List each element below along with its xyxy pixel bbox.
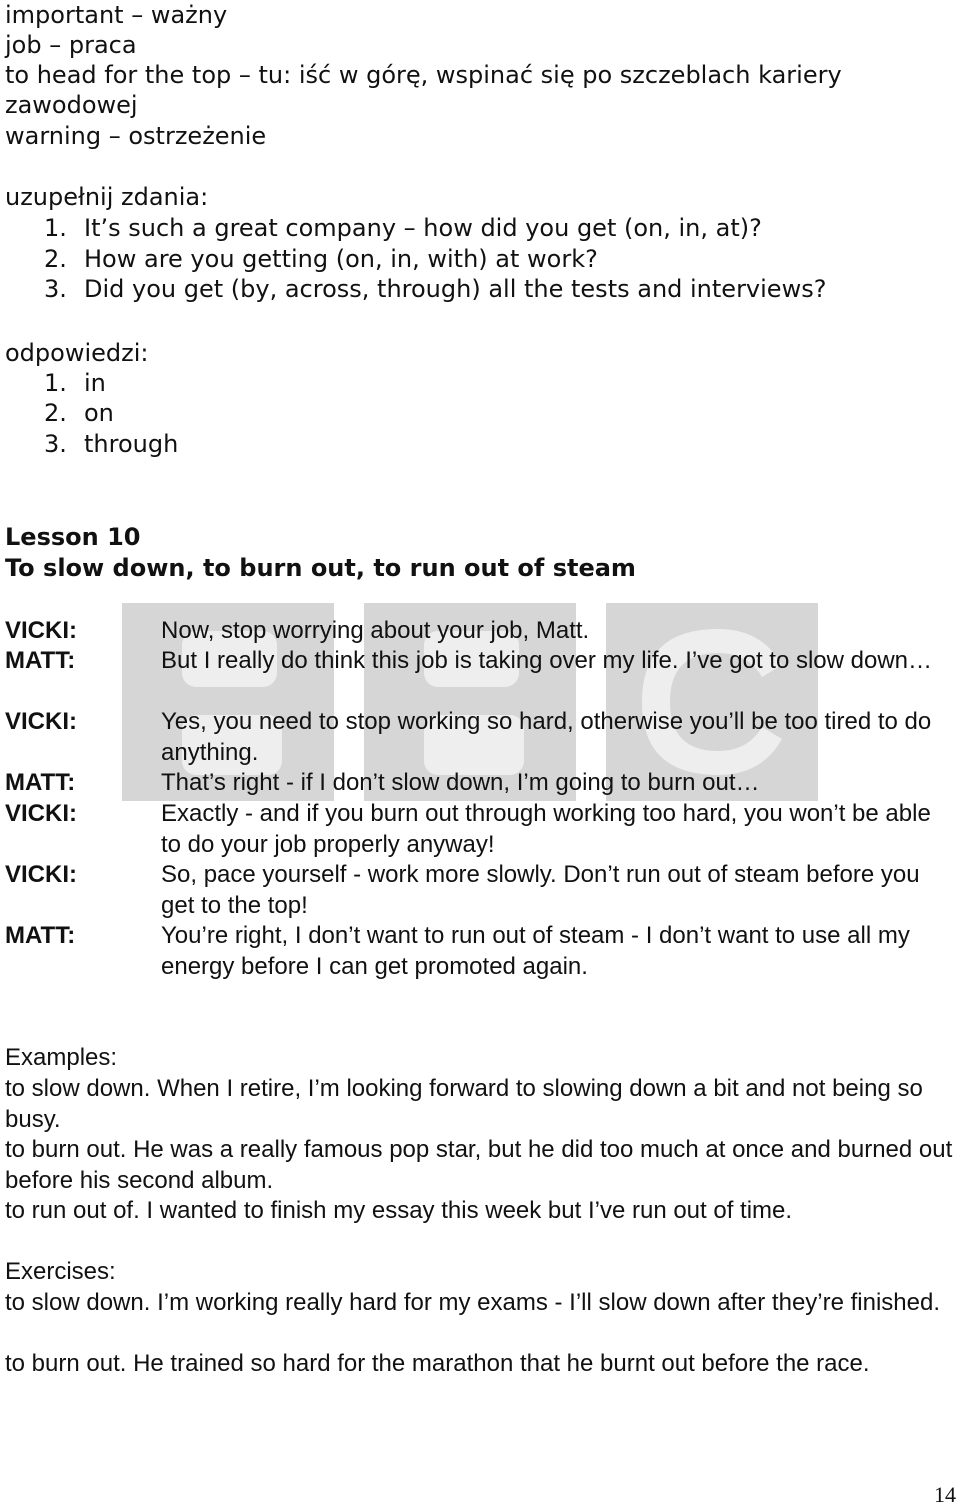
dialogue-speaker: VICKI: (5, 617, 77, 644)
page-number: 14 (934, 1482, 956, 1507)
examples-heading: Examples: (5, 1044, 118, 1071)
lesson-number: Lesson 10 (5, 523, 141, 551)
dialogue-line: So, pace yourself - work more slowly. Don’t run out of steam before you get to the top! (161, 861, 920, 919)
dialogue-line: Now, stop worrying about your job, Matt. (161, 617, 590, 644)
vocab-line: job – praca (5, 31, 137, 59)
dialogue-line: That’s right - if I don’t slow down, I’m going to burn out… (161, 769, 760, 796)
dialogue-speaker: VICKI: (5, 800, 77, 827)
item-number: 1. (44, 214, 67, 242)
item-number: 1. (44, 369, 67, 397)
answers-heading: odpowiedzi: (5, 339, 149, 367)
exercise-item: to burn out. He trained so hard for the marathon that he burnt out before the race. (5, 1350, 870, 1377)
item-text: on (84, 399, 114, 427)
dialogue-line: Yes, you need to stop working so hard, otherwise you’ll be too tired to do anything. (161, 708, 932, 766)
item-text: It’s such a great company – how did you get (on, in, at)? (84, 214, 762, 242)
answer-item (44, 429, 178, 460)
answer-item (44, 398, 114, 429)
dialogue-line: Exactly - and if you burn out through working too hard, you won’t be able to do your job properly anyway! (161, 800, 931, 858)
fill-in-item (44, 274, 826, 305)
item-text: through (84, 430, 179, 458)
dialogue-speaker: MATT: (5, 647, 76, 674)
example-item: to burn out. He was a really famous pop star, but he did too much at once and burned out before his second album. (5, 1136, 953, 1194)
exercises-heading: Exercises: (5, 1258, 116, 1285)
vocab-line: zawodowej (5, 91, 138, 119)
example-item: to run out of. I wanted to finish my essay this week but I’ve run out of time. (5, 1197, 793, 1224)
item-text: How are you getting (on, in, with) at work? (84, 245, 598, 273)
item-text: Did you get (by, across, through) all the tests and interviews? (84, 275, 827, 303)
example-item: to slow down. When I retire, I’m looking forward to slowing down a bit and not being so busy. (5, 1075, 923, 1133)
item-number: 2. (44, 245, 67, 273)
dialogue-speaker: VICKI: (5, 861, 77, 888)
dialogue-line: You’re right, I don’t want to run out of steam - I don’t want to use all my energy before I can get promoted again. (161, 922, 910, 980)
exercise-item: to slow down. I’m working really hard for my exams - I’ll slow down after they’re finished. (5, 1289, 941, 1316)
lesson-title: To slow down, to burn out, to run out of steam (5, 554, 636, 582)
vocab-line: to head for the top – tu: iść w górę, wspinać się po szczeblach kariery (5, 61, 842, 89)
dialogue-speaker: MATT: (5, 769, 76, 796)
fill-in-heading: uzupełnij zdania: (5, 183, 209, 211)
vocab-line: important – ważny (5, 1, 228, 29)
answer-item (44, 368, 106, 399)
dialogue-speaker: VICKI: (5, 708, 77, 735)
item-number: 2. (44, 399, 67, 427)
fill-in-item (44, 213, 762, 244)
fill-in-item (44, 244, 598, 275)
item-text: in (84, 369, 106, 397)
dialogue-speaker: MATT: (5, 922, 76, 949)
item-number: 3. (44, 430, 67, 458)
dialogue-line: But I really do think this job is taking over my life. I’ve got to slow down… (161, 647, 933, 674)
item-number: 3. (44, 275, 67, 303)
vocab-line: warning – ostrzeżenie (5, 122, 267, 150)
